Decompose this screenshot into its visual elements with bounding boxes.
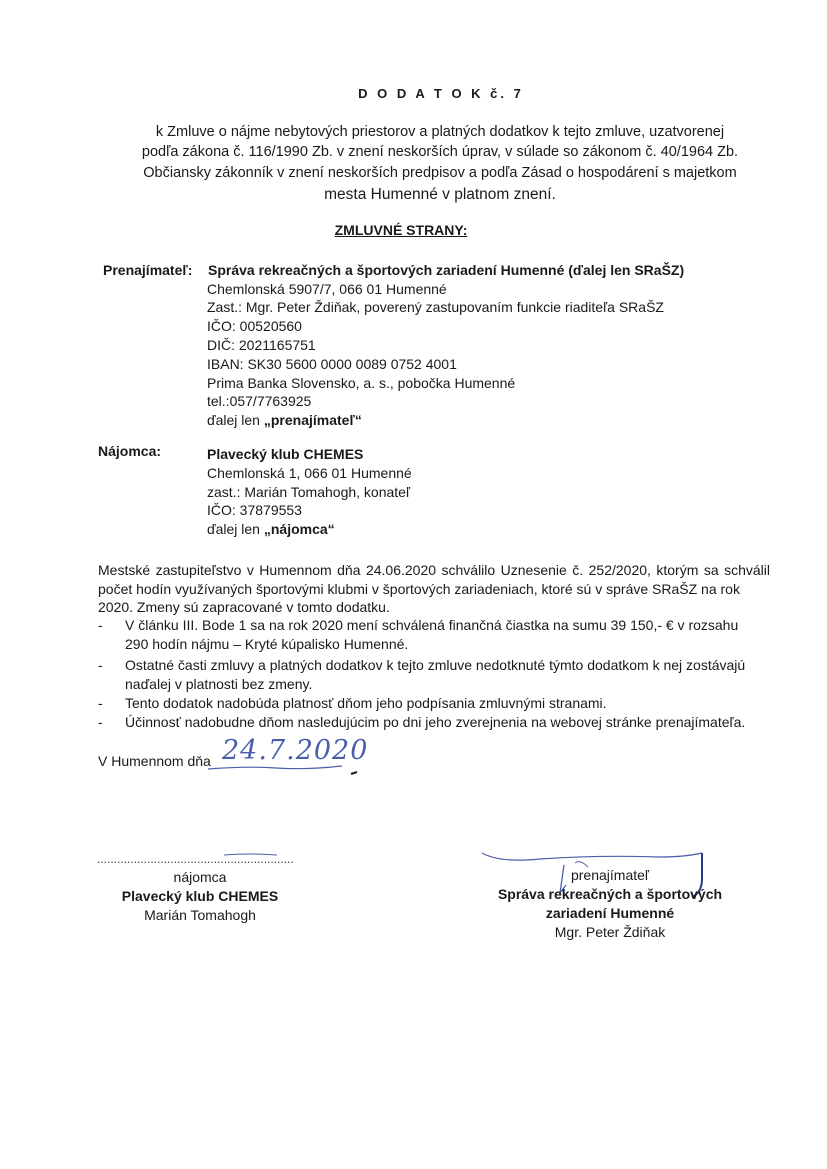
tenant-ico: IČO: 37879553 [207, 502, 302, 518]
place-date-label: V Humennom dňa [98, 753, 211, 769]
tenant-sign-org: Plavecký klub CHEMES [121, 888, 279, 904]
body-paragraph-text: Mestské zastupiteľstvo v Humennom dňa 24.06.2020 schválilo Uznesenie č. 252/2020, ktorým sa schválil počet hodín využívaných športovými klubmi v športových zariadeniach, ktoré sú v správe SRaŠZ na rok [98, 562, 770, 597]
bullet-dash-4: - [98, 714, 103, 730]
landlord-representative: Zast.: Mgr. Peter Ždiňak, poverený zastupovaním funkcie riaditeľa SRaŠZ [207, 299, 664, 315]
landlord-address: Chemlonská 5907/7, 066 01 Humenné [207, 281, 447, 297]
bullet-3-line-1: Tento dodatok nadobúda platnosť dňom jeho podpísania zmluvnými stranami. [125, 695, 607, 711]
tenant-address: Chemlonská 1, 066 01 Humenné [207, 465, 412, 481]
landlord-sign-org-1: Správa rekreačných a športových [497, 886, 723, 902]
body-paragraph-last-line: 2020. Zmeny sú zapracované v tomto dodatku. [98, 599, 390, 615]
landlord-sign-person: Mgr. Peter Ždiňak [554, 924, 666, 940]
landlord-label: Prenajímateľ: [103, 262, 193, 278]
intro-line-4: mesta Humenné v platnom znení. [324, 186, 556, 203]
body-paragraph [98, 561, 770, 617]
document-title: D O D A T O K č. 7 [358, 86, 524, 101]
bullet-dash-2: - [98, 657, 103, 673]
landlord-name: Správa rekreačných a športových zariadení Humenné (ďalej len SRaŠZ) [208, 262, 685, 278]
landlord-ico: IČO: 00520560 [207, 318, 302, 334]
bullet-dash-3: - [98, 695, 103, 711]
bullet-4-line-1: Účinnosť nadobudne dňom nasledujúcim po dni jeho zverejnenia na webovej stránke prenajímateľa. [125, 714, 746, 730]
tenant-alias: „nájomca“ [263, 521, 335, 537]
signature-line-left: ........................................................... [97, 852, 294, 866]
parties-heading: ZMLUVNÉ STRANY: [334, 222, 468, 238]
landlord-alias-prefix: ďalej len [207, 412, 264, 428]
landlord-alias-line [207, 412, 362, 428]
bullet-2-line-2: naďalej v platnosti bez zmeny. [125, 676, 313, 692]
landlord-phone: tel.:057/7763925 [207, 393, 312, 409]
landlord-iban: IBAN: SK30 5600 0000 0089 0752 4001 [207, 356, 457, 372]
bullet-1-line-2: 290 hodín nájmu – Kryté kúpalisko Humenné. [125, 636, 409, 652]
date-underline [206, 764, 346, 774]
tenant-representative: zast.: Marián Tomahogh, konateľ [207, 484, 411, 500]
bullet-2-line-1: Ostatné časti zmluvy a platných dodatkov k tejto zmluve nedotknuté týmto dodatkom k nej zostávajú [125, 657, 746, 673]
landlord-sign-org-2: zariadení Humenné [545, 905, 675, 921]
tenant-alias-line [207, 521, 335, 537]
landlord-bank: Prima Banka Slovensko, a. s., pobočka Humenné [207, 375, 516, 391]
landlord-alias: „prenajímateľ“ [263, 412, 362, 428]
signature-scribble-left [222, 852, 282, 858]
intro-line-3: Občiansky zákonník v znení neskorších predpisov a podľa Zásad o hospodárení s majetkom [143, 165, 737, 181]
handwritten-date: 24.7.2020 [222, 735, 369, 766]
ink-mark [350, 770, 360, 776]
tenant-alias-prefix: ďalej len [207, 521, 264, 537]
bullet-dash-1: - [98, 617, 103, 633]
intro-line-2: podľa zákona č. 116/1990 Zb. v znení neskorších úprav, v súlade so zákonom č. 40/1964 Zb. [141, 144, 739, 160]
landlord-dic: DIČ: 2021165751 [207, 337, 316, 353]
landlord-sign-role: prenajímateľ [570, 867, 649, 883]
intro-line-1: k Zmluve o nájme nebytových priestorov a platných dodatkov k tejto zmluve, uzatvorenej [155, 124, 725, 140]
tenant-label: Nájomca: [98, 443, 162, 459]
tenant-name: Plavecký klub CHEMES [207, 446, 364, 462]
bullet-1-line-1: V článku III. Bode 1 sa na rok 2020 mení schválená finančná čiastka na sumu 39 150,- € v rozsahu [125, 617, 739, 633]
tenant-sign-person: Marián Tomahogh [144, 907, 256, 923]
tenant-sign-role: nájomca [173, 869, 227, 885]
